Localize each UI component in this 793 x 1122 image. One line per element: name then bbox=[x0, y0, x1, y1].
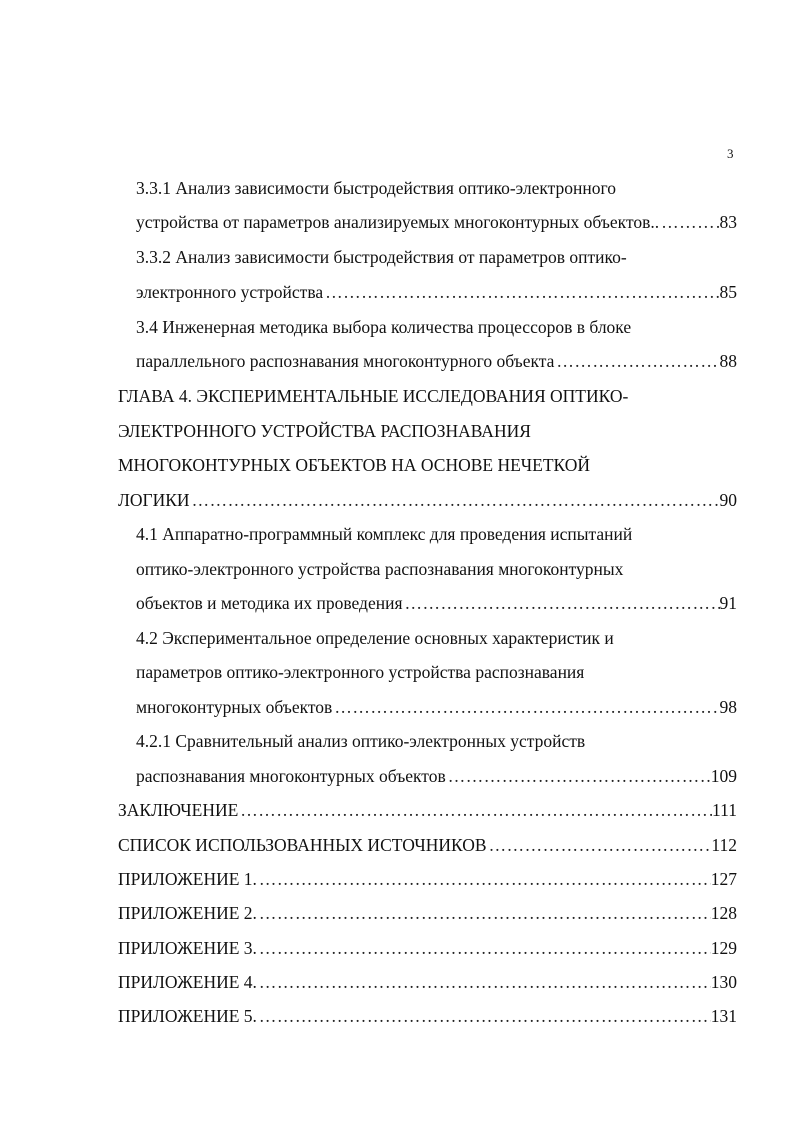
toc-chapter-4[interactable] bbox=[118, 489, 737, 511]
toc-entry-3-3-2[interactable] bbox=[136, 281, 737, 303]
toc-entry-3-3-1[interactable] bbox=[136, 211, 737, 233]
toc-chapter-4-title-3: МНОГОКОНТУРНЫХ ОБЪЕКТОВ НА ОСНОВЕ НЕЧЕТКОЙ bbox=[118, 455, 591, 475]
toc-page-number: 109 bbox=[710, 766, 737, 786]
toc-entry-3-4-title: 3.4 Инженерная методика выбора количества процессоров в блоке bbox=[136, 317, 632, 337]
toc-page-number: 112 bbox=[711, 835, 737, 855]
toc-chapter-4-title-2: ЭЛЕКТРОННОГО УСТРОЙСТВА РАСПОЗНАВАНИЯ bbox=[118, 421, 531, 441]
toc-entry-4-2[interactable] bbox=[136, 696, 737, 718]
leader-dots bbox=[257, 902, 711, 924]
leader-dots bbox=[659, 211, 719, 233]
toc-entry-label: ПРИЛОЖЕНИЕ 2. bbox=[118, 903, 257, 923]
toc-conclusion[interactable] bbox=[118, 799, 737, 821]
toc-page-number: 127 bbox=[710, 869, 737, 889]
toc-entry-label: ЗАКЛЮЧЕНИЕ bbox=[118, 800, 239, 820]
toc-entry-label: ПРИЛОЖЕНИЕ 4. bbox=[118, 972, 257, 992]
toc-appendix-1[interactable] bbox=[118, 868, 737, 890]
leader-dots bbox=[190, 489, 720, 511]
leader-dots bbox=[446, 765, 711, 787]
toc-entry-label: ПРИЛОЖЕНИЕ 1. bbox=[118, 869, 257, 889]
page-number: 3 bbox=[727, 146, 734, 161]
toc-page-number: 131 bbox=[710, 1006, 737, 1026]
toc-entry-label: параллельного распознавания многоконтурного объекта bbox=[136, 351, 555, 371]
toc-chapter-4-title: ГЛАВА 4. ЭКСПЕРИМЕНТАЛЬНЫЕ ИССЛЕДОВАНИЯ ОПТИКО- bbox=[118, 386, 629, 406]
toc-page-number: 83 bbox=[719, 212, 737, 232]
toc-entry-label: распознавания многоконтурных объектов bbox=[136, 766, 446, 786]
toc-entry-4-1-title: 4.1 Аппаратно-программный комплекс для проведения испытаний bbox=[136, 524, 633, 544]
toc-entry-4-2-1[interactable] bbox=[136, 765, 737, 787]
toc-appendix-2[interactable] bbox=[118, 902, 737, 924]
toc-entry-4-2-title-2: параметров оптико-электронного устройства распознавания bbox=[136, 662, 585, 682]
leader-dots bbox=[554, 350, 719, 372]
toc-page-number: 129 bbox=[710, 938, 737, 958]
toc-sources[interactable] bbox=[118, 834, 737, 856]
toc-entry-4-1-title-2: оптико-электронного устройства распознавания многоконтурных bbox=[136, 559, 624, 579]
toc-entry-3-3-2-title: 3.3.2 Анализ зависимости быстродействия от параметров оптико- bbox=[136, 247, 627, 267]
toc-entry-4-2-1-title: 4.2.1 Сравнительный анализ оптико-электронных устройств bbox=[136, 731, 586, 751]
toc-entry-4-1[interactable] bbox=[136, 592, 737, 614]
toc-page-number: 85 bbox=[719, 282, 737, 302]
leader-dots bbox=[257, 937, 711, 959]
toc-entry-label: устройства от параметров анализируемых многоконтурных объектов.. bbox=[136, 212, 660, 232]
leader-dots bbox=[487, 834, 712, 856]
leader-dots bbox=[257, 1005, 711, 1027]
toc-entry-label: объектов и методика их проведения bbox=[136, 593, 403, 613]
leader-dots bbox=[323, 281, 719, 303]
toc-page-number: 111 bbox=[712, 800, 737, 820]
toc-entry-3-3-1-title: 3.3.1 Анализ зависимости быстродействия оптико-электронного bbox=[136, 178, 616, 198]
toc-entry-3-4[interactable] bbox=[136, 350, 737, 372]
leader-dots bbox=[332, 696, 719, 718]
toc-entry-label: многоконтурных объектов bbox=[136, 697, 333, 717]
toc-entry-label: ПРИЛОЖЕНИЕ 5. bbox=[118, 1006, 257, 1026]
leader-dots bbox=[257, 971, 711, 993]
toc-appendix-4[interactable] bbox=[118, 971, 737, 993]
toc-appendix-5[interactable] bbox=[118, 1005, 737, 1027]
toc-page-number: 90 bbox=[719, 490, 737, 510]
toc-entry-label: ЛОГИКИ bbox=[118, 490, 190, 510]
toc-page-number: 128 bbox=[710, 903, 737, 923]
toc-entry-label: электронного устройства bbox=[136, 282, 324, 302]
toc-entry-4-2-title: 4.2 Экспериментальное определение основных характеристик и bbox=[136, 628, 614, 648]
toc-appendix-3[interactable] bbox=[118, 937, 737, 959]
leader-dots bbox=[257, 868, 711, 890]
toc-page-number: 91 bbox=[719, 593, 737, 613]
leader-dots bbox=[403, 592, 720, 614]
toc-entry-label: СПИСОК ИСПОЛЬЗОВАННЫХ ИСТОЧНИКОВ bbox=[118, 835, 487, 855]
toc-page-number: 98 bbox=[719, 697, 737, 717]
toc-page-number: 130 bbox=[710, 972, 737, 992]
leader-dots bbox=[238, 799, 712, 821]
toc-page-number: 88 bbox=[719, 351, 737, 371]
toc-entry-label: ПРИЛОЖЕНИЕ 3. bbox=[118, 938, 257, 958]
